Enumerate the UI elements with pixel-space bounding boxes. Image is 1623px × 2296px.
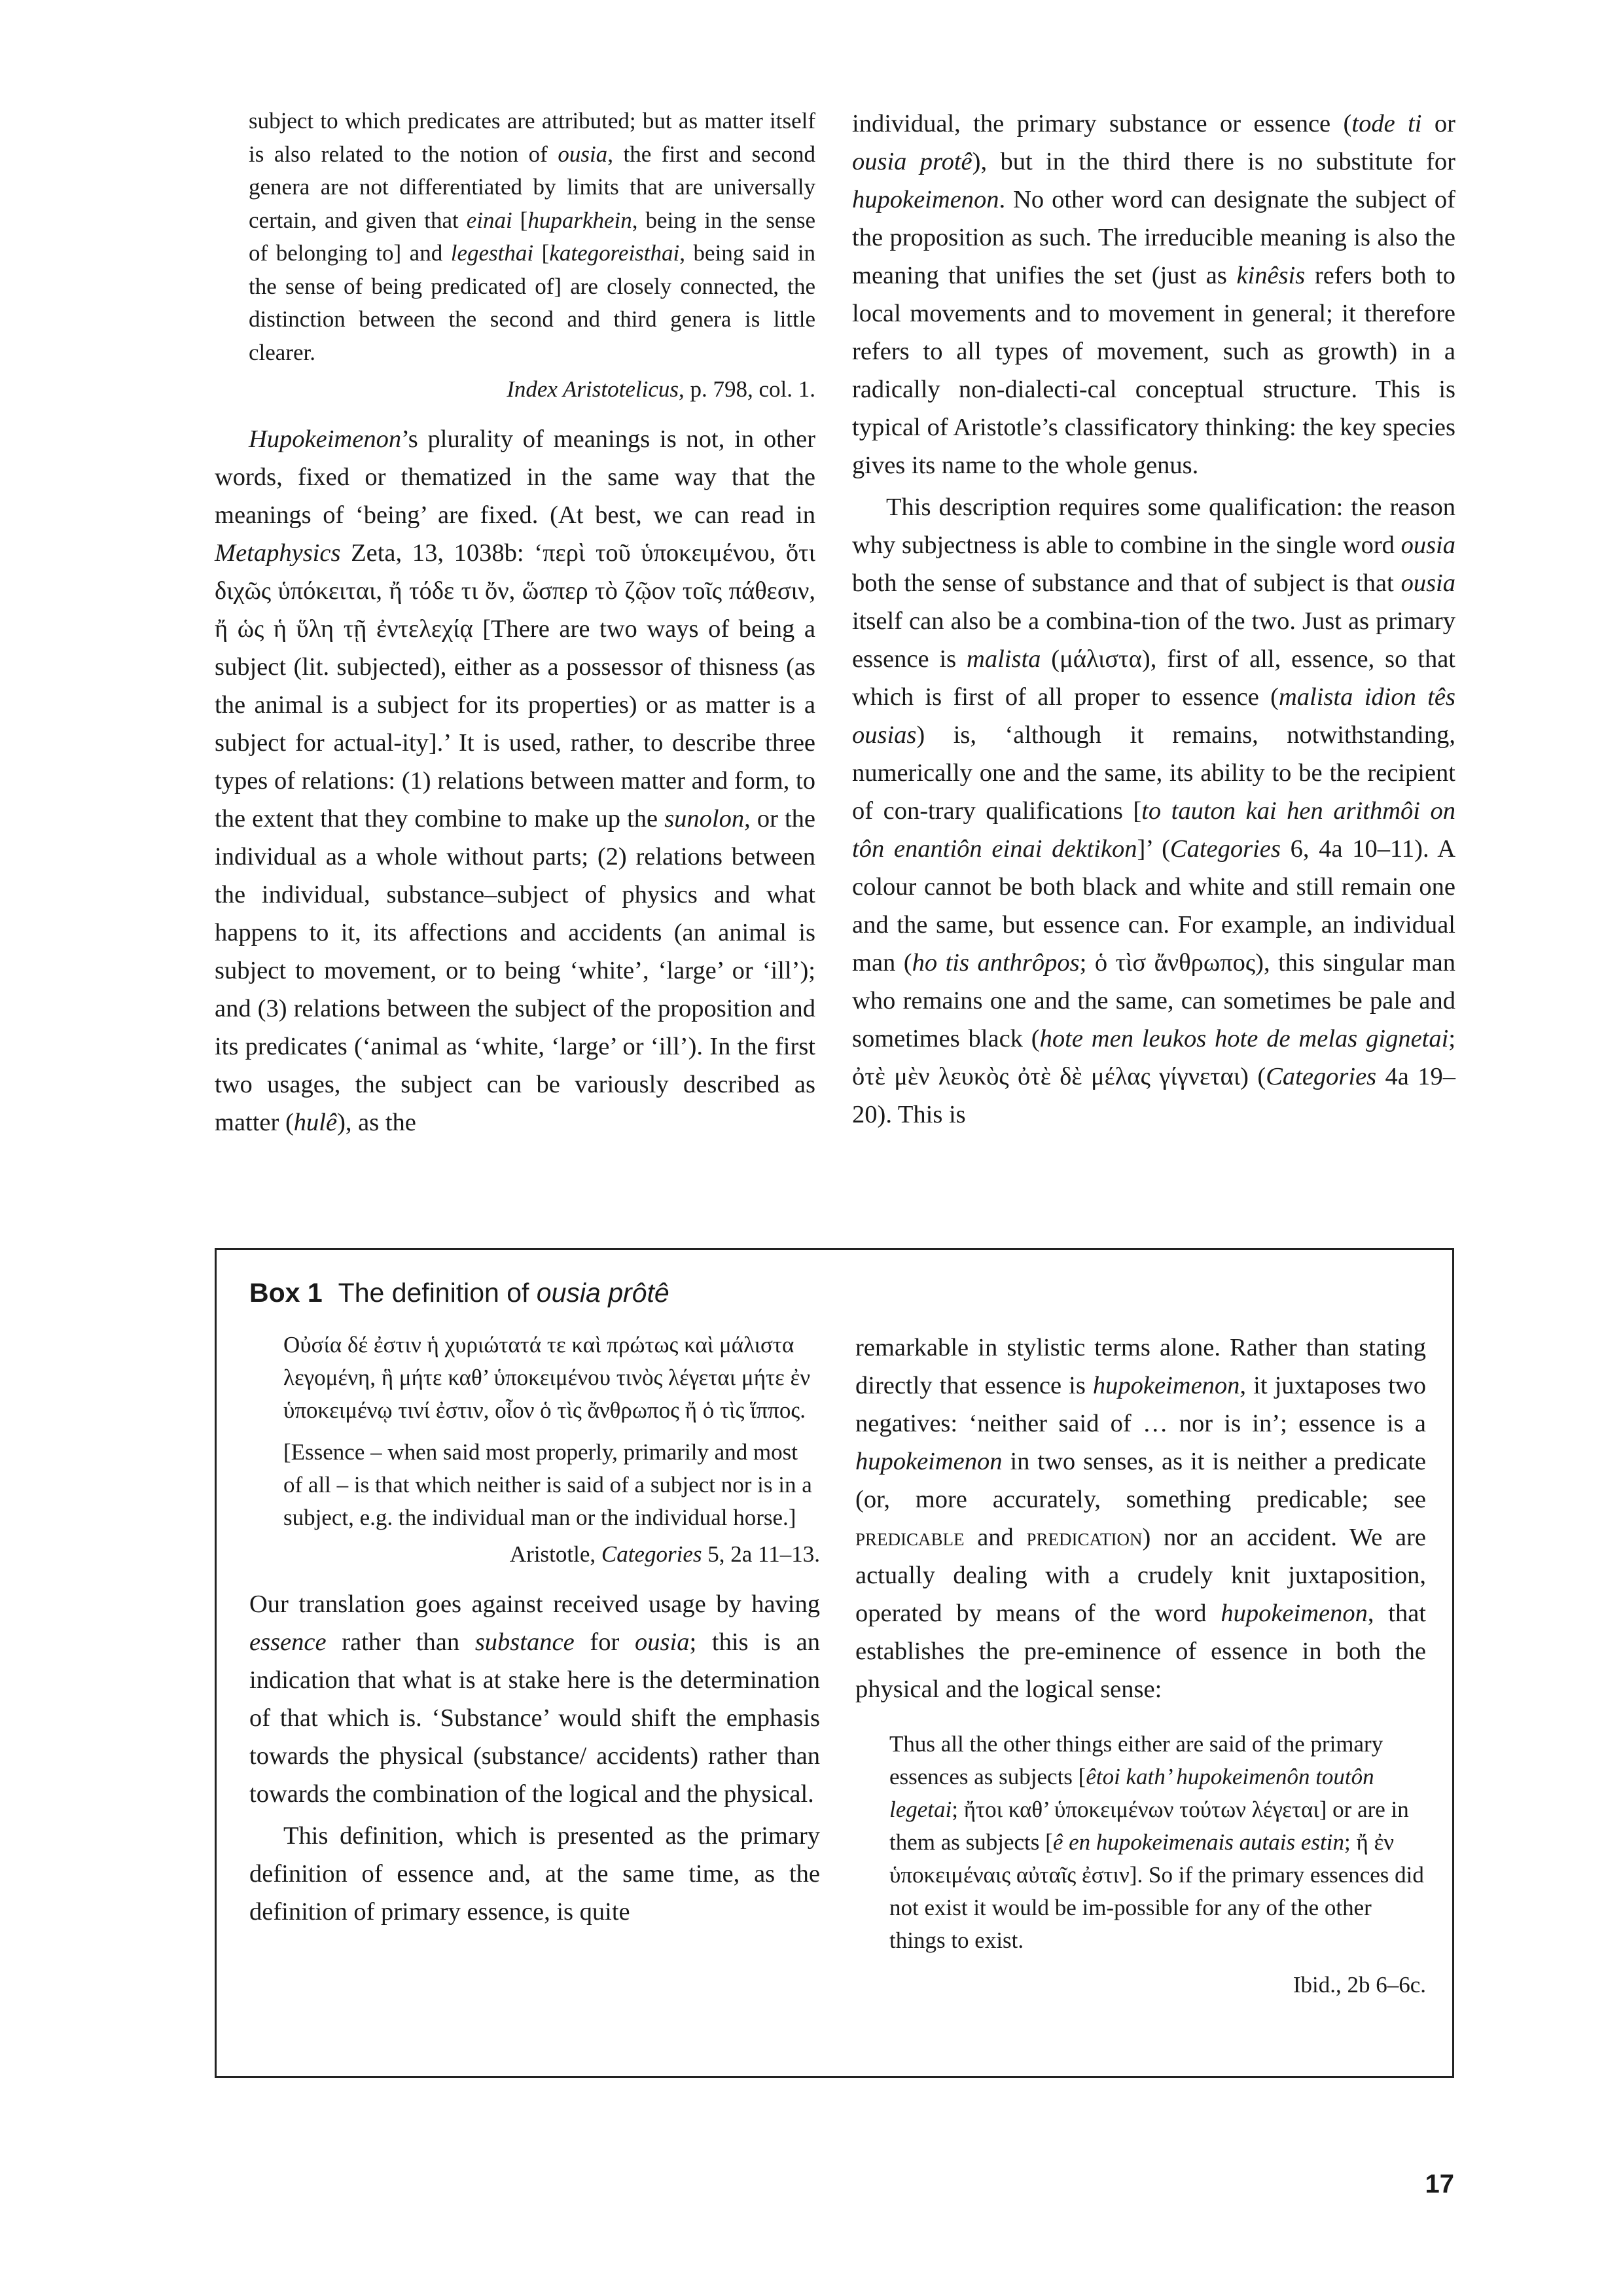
box-left-text: Our translation goes against received usage by having essence rather than substance for ousia; this is an indication that what is at stake here is the determination of that which is. ‘Substance’ would shift the emphasis towards the physical (substance/ accidents) rather than towards the combination of the logical and the physical. This definition, which is presented as the primary definition of essence and, at the same time, as the definition of primary essence, is quite: [249, 1590, 820, 1926]
box-citation: Aristotle, Categories 5, 2a 11–13.: [509, 1541, 820, 1567]
left-column: [215, 105, 815, 1141]
definition-box: [215, 1248, 1454, 2078]
body-paragraph: This description requires some qualification: the reason why subjectness is able to combine in the single word ousia both the sense of substance and that of subject is that ousia itself can also be a combina-tion of the two. Just as primary essence is malista (μάλιστα), first of all, essence, so that which is first of all proper to essence (malista idion tês ousias) is, ‘although it remains, notwithstanding, numerically one and the same, its ability to be the recipient of con-trary qualifications [to tauton kai hen arithmôi on tôn enantiôn einai dektikon]’ (Categories 6, 4a 10–11). A colour cannot be both black and white and still remain one and the same, but essence can. For example, an individual man (ho tis anthrôpos; ὁ τὶσ ἄνθρωπος), this singular man who remains one and the same, can sometimes be pale and sometimes black (hote men leukos hote de melas gignetai; ὀτὲ μὲν λευκὸς ὀτὲ δὲ μέλας γίγνεται) (Categories 4a 19–20). This is: [852, 493, 1456, 1128]
box-right-column: [855, 1329, 1426, 2001]
body-paragraph: Hupokeimenon’s plurality of meanings is not, in other words, fixed or thematized in the same way that the meanings of ‘being’ are fixed. (At best, we can read in Metaphysics Zeta, 13, 1038b: ‘περὶ τοῦ ὑποκειμένου, ὅτι διχῶς ὑπόκειται, ἤ τόδε τι ὄν, ὥσπερ τὸ ζῷον τοῖς πάθεσιν, ἤ ὡς ἡ ὕλη τῇ ἐντελεχίᾳ [There are two ways of being a subject (lit. subjected), either as a possessor of thisness (as the animal is a subject for its properties) or as matter is a subject for actual-ity].’ It is used, rather, to describe three types of relations: (1) relations between matter and form, to the extent that they combine to make up the sunolon, or the individual as a whole without parts; (2) relations between the individual, substance–subject of physics and what happens to it, its affections and accidents (an animal is subject to movement, or to being ‘white’, ‘large’ or ‘ill’); and (3) relations between the subject of the proposition and its predicates (‘animal as ‘white, ‘large’ or ‘ill’). In the first two usages, the subject can be variously described as matter (hulê), as the: [215, 425, 815, 1136]
greek-quote: Οὐσία δέ ἐστιν ἡ χυριώτατά τε καὶ πρώτως καὶ μάλιστα λεγομένη, ἣ μήτε καθ’ ὑποκειμένου τινὸς λέγεται μήτε ἐν ὑποκειμένῳ τινί ἐστιν, οἷον ὁ τὶς ἄνθρωπος ἤ ὁ τὶς ἵππος.: [283, 1332, 811, 1423]
box-right-text: remarkable in stylistic terms alone. Rather than stating directly that essence is hupokeimenon, it juxtaposes two negatives: ‘neither said of … nor is in’; essence is a hupokeimenon in two senses, as it is neither a predicate (or, more accurately, something predicable; see predicable and predication) nor an accident. We are actually dealing with a crudely knit juxtaposition, operated by means of the word hupokeimenon, that establishes the pre-eminence of essence in both the physical and the logical sense:: [855, 1334, 1427, 1703]
index-quote: subject to which predicates are attributed; but as matter itself is also related to the notion of ousia, the first and second genera are not differentiated by limits that are universally certain, and given that einai [huparkhein, being in the sense of belonging to] and legesthai [kategoreisthai, being said in the sense of being predicated of] are closely connected, the distinction between the second and third genera is little clearer. Index Aristotelicus, p. 798, col. 1.: [249, 105, 815, 406]
box-left-column: [249, 1329, 820, 1931]
categories-quote: Thus all the other things either are said of the primary essences as subjects [êtoi kath’ hupokeimenôn toutôn legetai; ἤτοι καθ’ ὑποκειμένων τούτων λέγεται] or are in them as subjects [ê en hupokeimenais autais estin; ἤ ἐν ὑποκειμέναις αὐταῖς ἐστιν]. So if the primary essences did not exist it would be im-possible for any of the other things to exist.: [889, 1731, 1424, 1953]
page-number: 17: [1425, 2170, 1454, 2198]
right-column: [852, 105, 1455, 1134]
translation-quote: [Essence – when said most properly, primarily and most of all – is that which neither is said of a subject nor is in a subject, e.g. the individual man or the individual horse.]: [283, 1439, 812, 1530]
ibid-citation: Ibid., 2b 6–6c.: [1293, 1972, 1426, 1998]
box-title: Box 1 The definition of ousia prôtê: [249, 1278, 669, 1308]
quote-citation: Index Aristotelicus, p. 798, col. 1.: [507, 376, 815, 402]
body-paragraph: individual, the primary substance or essence (tode ti or ousia protê), but in the third there is no substitute for hupokeimenon. No other word can designate the subject of the proposition as such. The irreducible meaning is also the meaning that unifies the set (just as kinêsis refers both to local movements and to movement in general; it therefore refers to all types of movement, such as growth) in a radically non-dialecti-cal conceptual structure. This is typical of Aristotle’s classificatory thinking: the key species gives its name to the whole genus.: [852, 110, 1455, 479]
